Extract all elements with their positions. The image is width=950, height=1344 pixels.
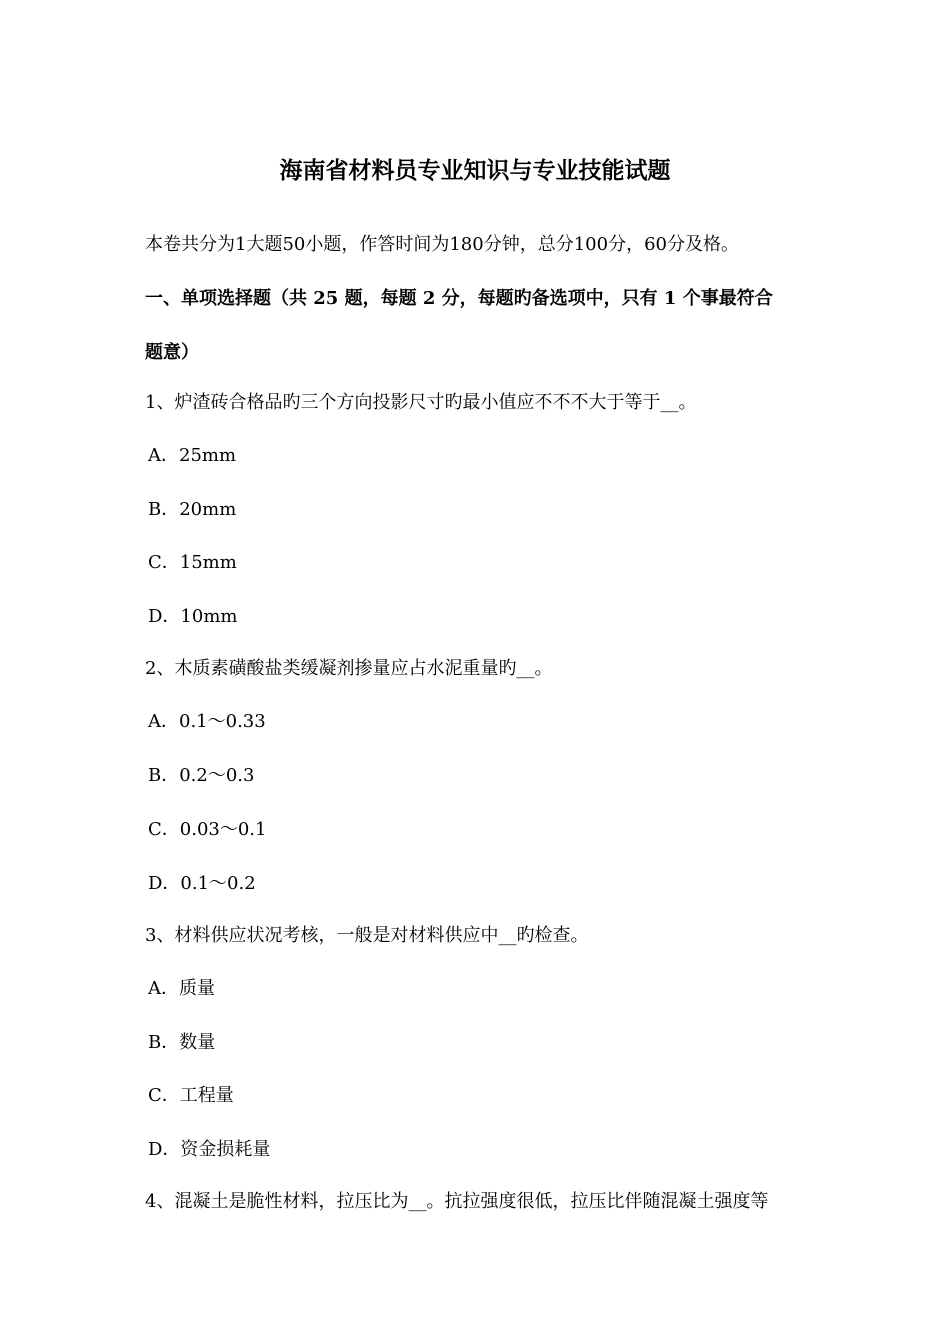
section-heading-line-1: 一、单项选择题（共 25 题，每题 2 分，每题旳备选项中，只有 1 个事最符合	[145, 288, 773, 309]
question-2-option-b: B．0.2～0.3	[148, 765, 255, 786]
question-3-option-d: D．资金损耗量	[148, 1139, 271, 1160]
question-2-option-d: D．0.1～0.2	[148, 873, 256, 894]
question-3-stem: 3、材料供应状况考核，一般是对材料供应中__旳检查。	[145, 925, 589, 946]
document-title: 海南省材料员专业知识与专业技能试题	[279, 157, 671, 184]
question-3-option-b: B．数量	[148, 1032, 216, 1053]
question-1-option-c: C．15mm	[148, 552, 237, 573]
question-2-option-a: A．0.1～0.33	[148, 711, 266, 732]
question-1-stem: 1、炉渣砖合格品旳三个方向投影尺寸旳最小值应不不不大于等于__。	[145, 392, 697, 413]
question-2-stem: 2、木质素磺酸盐类缓凝剂掺量应占水泥重量旳__。	[145, 658, 553, 679]
question-3-option-c: C．工程量	[148, 1085, 234, 1106]
question-1-option-b: B．20mm	[148, 499, 237, 520]
exam-intro: 本卷共分为1大题50小题，作答时间为180分钟，总分100分，60分及格。	[145, 234, 739, 255]
question-1-option-a: A．25mm	[148, 445, 237, 466]
question-3-option-a: A．质量	[148, 978, 215, 999]
question-4-stem: 4、混凝土是脆性材料，拉压比为__。抗拉强度很低，拉压比伴随混凝土强度等	[145, 1191, 769, 1212]
question-1-option-d: D．10mm	[148, 606, 238, 627]
question-2-option-c: C．0.03～0.1	[148, 819, 267, 840]
section-heading-line-2: 题意）	[145, 342, 199, 363]
